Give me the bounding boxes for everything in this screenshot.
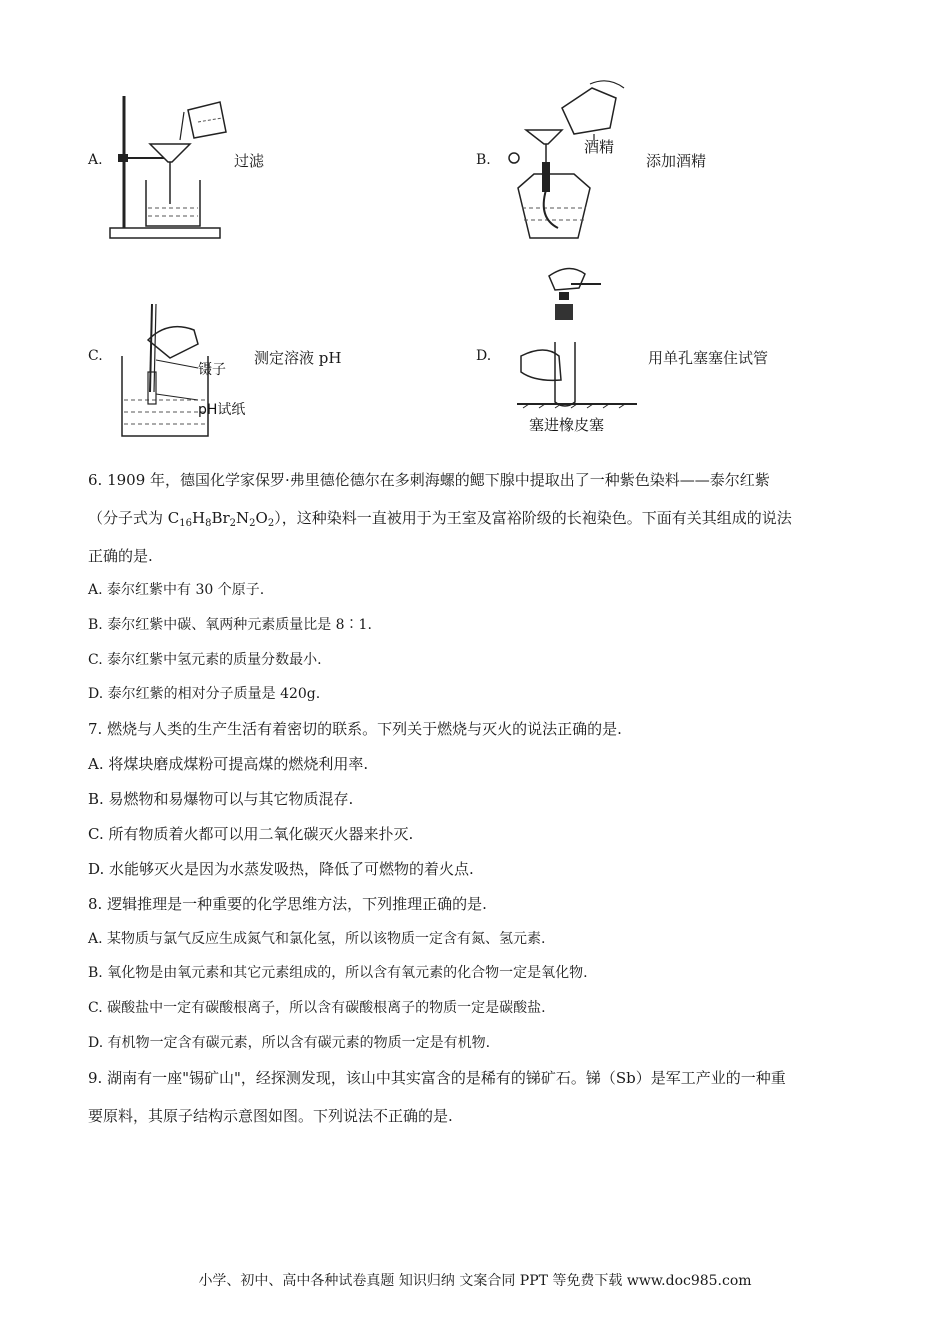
alcohol-lamp-figure: [498, 78, 638, 243]
q7-option-b: B. 易燃物和易爆物可以与其它物质混存.: [88, 790, 354, 808]
ph-paper-label: pH试纸: [198, 402, 246, 418]
tweezers-label: 镊子: [198, 362, 226, 378]
bottle-label: 酒精: [584, 138, 615, 156]
filtration-apparatus-figure: [108, 92, 238, 247]
ph-test-figure: [118, 300, 263, 442]
q7-stem: 7. 燃烧与人类的生产生活有着密切的联系。下列关于燃烧与灭火的说法正确的是.: [88, 720, 622, 738]
q6-option-d: D. 泰尔红紫的相对分子质量是 420g.: [88, 686, 321, 702]
q6-option-c: C. 泰尔红紫中氢元素的质量分数最小.: [88, 652, 322, 668]
q6-line-3: 正确的是.: [88, 547, 153, 565]
q7-option-c: C. 所有物质着火都可以用二氧化碳灭火器来扑灭.: [88, 825, 414, 843]
q6-line-2: （分子式为 $C_{16}H_8Br_2N_2O_2$），这种染料一直被用于为王室及富裕阶级的长袍染色。下面有关其组成的说法: [88, 509, 792, 529]
q6-line-1: 6. 1909 年，德国化学家保罗·弗里德伦德尔在多刺海螺的鳃下腺中提取出了一种紫色染料——泰尔红紫: [88, 471, 770, 489]
option-c-caption: 测定溶液 pH: [254, 349, 342, 367]
q7-option-d: D. 水能够灭火是因为水蒸发吸热，降低了可燃物的着火点.: [88, 860, 474, 878]
option-b-letter: B.: [476, 152, 491, 168]
q8-stem: 8. 逻辑推理是一种重要的化学思维方法，下列推理正确的是.: [88, 895, 487, 913]
q7-option-a: A. 将煤块磨成煤粉可提高煤的燃烧利用率.: [88, 755, 369, 773]
q8-option-d: D. 有机物一定含有碳元素，所以含有碳元素的物质一定是有机物.: [88, 1035, 491, 1051]
option-d-letter: D.: [476, 348, 492, 364]
option-a-letter: A.: [88, 152, 103, 168]
q9-line-1: 9. 湖南有一座"锡矿山"，经探测发现，该山中其实富含的是稀有的锑矿石。锑（Sb）是军工产业的一种重: [88, 1069, 786, 1087]
option-c-letter: C.: [88, 348, 103, 364]
option-b-caption: 添加酒精: [646, 152, 707, 170]
insert-stopper-label: 塞进橡皮塞: [529, 416, 605, 434]
q6-option-b: B. 泰尔红紫中碳、氧两种元素质量比是 8∶1.: [88, 617, 372, 633]
q9-line-2: 要原料，其原子结构示意图如图。下列说法不正确的是.: [88, 1107, 453, 1125]
option-d-caption: 用单孔塞塞住试管: [648, 349, 769, 367]
q8-option-b: B. 氧化物是由氧元素和其它元素组成的，所以含有氧元素的化合物一定是氧化物.: [88, 965, 588, 981]
test-tube-stopper-figure: [515, 262, 640, 442]
q8-option-c: C. 碳酸盐中一定有碳酸根离子，所以含有碳酸根离子的物质一定是碳酸盐.: [88, 1000, 546, 1016]
option-a-caption: 过滤: [234, 152, 265, 170]
page-footer: 小学、初中、高中各种试卷真题 知识归纳 文案合同 PPT 等免费下载 www.doc985.com: [198, 1273, 752, 1289]
q8-option-a: A. 某物质与氯气反应生成氮气和氯化氢，所以该物质一定含有氮、氢元素.: [88, 931, 546, 947]
q6-option-a: A. 泰尔红紫中有 30 个原子.: [88, 582, 265, 598]
